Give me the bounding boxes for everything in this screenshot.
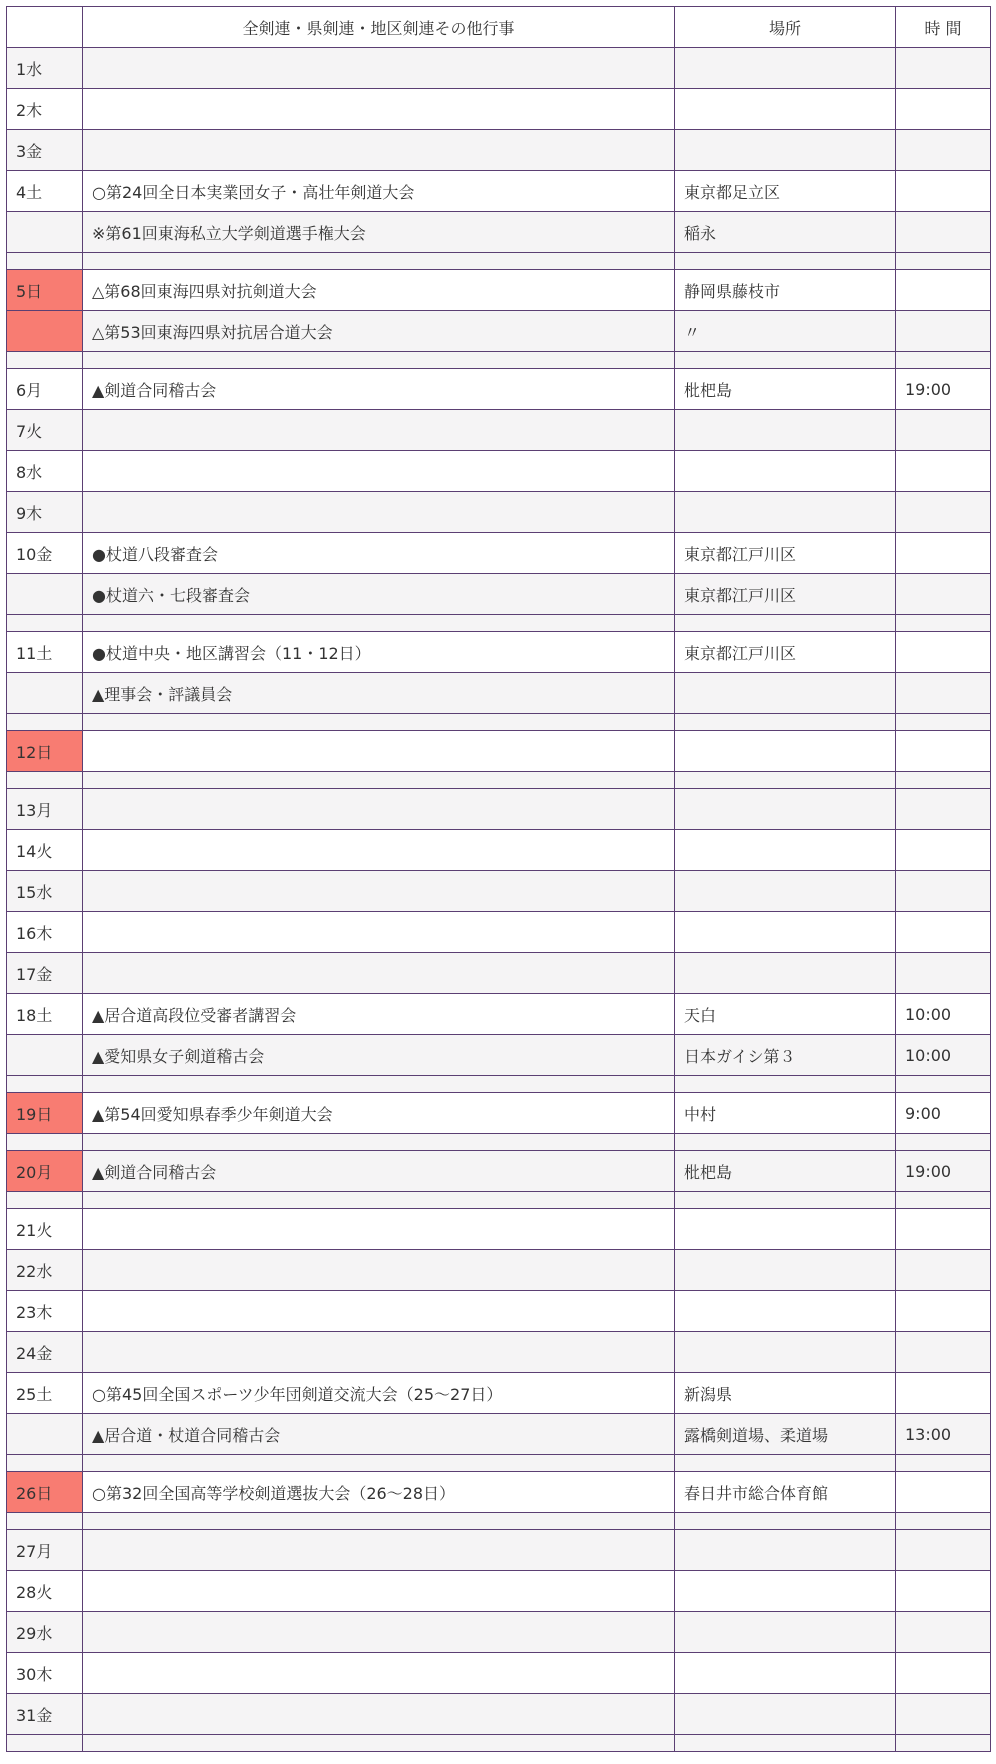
time-cell [896, 171, 991, 212]
spacer-cell [896, 253, 991, 270]
place-cell [675, 1612, 896, 1653]
table-row [7, 1151, 991, 1192]
time-cell [896, 731, 991, 772]
event-cell [83, 871, 675, 912]
table-row [7, 789, 991, 830]
table-row [7, 492, 991, 533]
spacer-cell [83, 1735, 675, 1752]
time-cell [896, 673, 991, 714]
date-cell: 27月 [7, 1530, 83, 1571]
event-cell: ●杖道八段審査会 [83, 533, 675, 574]
place-cell: 東京都江戸川区 [675, 632, 896, 673]
place-cell: 中村 [675, 1093, 896, 1134]
spacer-row [7, 1735, 991, 1752]
date-cell: 7火 [7, 410, 83, 451]
time-cell [896, 1291, 991, 1332]
spacer-row [7, 714, 991, 731]
time-cell [896, 871, 991, 912]
table-row [7, 1612, 991, 1653]
date-cell: 30木 [7, 1653, 83, 1694]
place-cell [675, 1694, 896, 1735]
table-row [7, 830, 991, 871]
place-cell [675, 130, 896, 171]
spacer-cell [7, 1513, 83, 1530]
event-cell: △第53回東海四県対抗居合道大会 [83, 311, 675, 352]
spacer-cell [7, 714, 83, 731]
table-row [7, 369, 991, 410]
time-cell [896, 1653, 991, 1694]
place-cell [675, 1332, 896, 1373]
time-cell [896, 1694, 991, 1735]
time-cell [896, 533, 991, 574]
table-row [7, 48, 991, 89]
table-row [7, 912, 991, 953]
time-cell [896, 632, 991, 673]
header-date [7, 7, 83, 48]
spacer-cell [675, 253, 896, 270]
spacer-cell [7, 1076, 83, 1093]
date-cell: 22水 [7, 1250, 83, 1291]
time-cell [896, 311, 991, 352]
time-cell: 10:00 [896, 994, 991, 1035]
date-cell: 3金 [7, 130, 83, 171]
date-cell: 8水 [7, 451, 83, 492]
place-cell: 稲永 [675, 212, 896, 253]
place-cell [675, 673, 896, 714]
spacer-cell [7, 1735, 83, 1752]
table-row [7, 1093, 991, 1134]
date-cell: 31金 [7, 1694, 83, 1735]
spacer-cell [83, 1192, 675, 1209]
spacer-cell [83, 772, 675, 789]
date-cell [7, 1035, 83, 1076]
table-row [7, 673, 991, 714]
time-cell [896, 1250, 991, 1291]
table-row [7, 1694, 991, 1735]
table-row [7, 953, 991, 994]
event-cell [83, 89, 675, 130]
event-cell [83, 1653, 675, 1694]
spacer-cell [83, 714, 675, 731]
place-cell: 枇杷島 [675, 369, 896, 410]
date-cell: 10金 [7, 533, 83, 574]
event-cell: △第68回東海四県対抗剣道大会 [83, 270, 675, 311]
table-row [7, 311, 991, 352]
event-cell [83, 830, 675, 871]
date-cell: 6月 [7, 369, 83, 410]
table-row [7, 731, 991, 772]
time-cell: 9:00 [896, 1093, 991, 1134]
spacer-cell [675, 1076, 896, 1093]
event-cell: ▲理事会・評議員会 [83, 673, 675, 714]
table-row [7, 171, 991, 212]
place-cell [675, 830, 896, 871]
table-row [7, 1250, 991, 1291]
table-row [7, 270, 991, 311]
place-cell: 静岡県藤枝市 [675, 270, 896, 311]
table-row [7, 1472, 991, 1513]
time-cell [896, 89, 991, 130]
spacer-cell [675, 1134, 896, 1151]
table-row [7, 994, 991, 1035]
table-row [7, 1414, 991, 1455]
header-event: 全剣連・県剣連・地区剣連その他行事 [83, 7, 675, 48]
spacer-cell [896, 1076, 991, 1093]
place-cell [675, 731, 896, 772]
event-cell: ▲第54回愛知県春季少年剣道大会 [83, 1093, 675, 1134]
time-cell [896, 1373, 991, 1414]
table-row [7, 1291, 991, 1332]
date-cell: 9木 [7, 492, 83, 533]
time-cell [896, 270, 991, 311]
table-row [7, 632, 991, 673]
time-cell [896, 830, 991, 871]
event-cell [83, 1291, 675, 1332]
date-cell [7, 673, 83, 714]
table-row [7, 410, 991, 451]
date-cell: 24金 [7, 1332, 83, 1373]
table-row [7, 1035, 991, 1076]
spacer-row [7, 772, 991, 789]
event-cell [83, 1209, 675, 1250]
date-cell: 19日 [7, 1093, 83, 1134]
time-cell [896, 212, 991, 253]
spacer-cell [675, 1192, 896, 1209]
table-row [7, 89, 991, 130]
table-row [7, 130, 991, 171]
time-cell [896, 953, 991, 994]
event-cell [83, 953, 675, 994]
place-cell [675, 1209, 896, 1250]
spacer-cell [896, 615, 991, 632]
event-cell: ▲愛知県女子剣道稽古会 [83, 1035, 675, 1076]
event-cell: ▲剣道合同稽古会 [83, 1151, 675, 1192]
time-cell: 13:00 [896, 1414, 991, 1455]
time-cell [896, 574, 991, 615]
spacer-cell [7, 352, 83, 369]
table-row [7, 1332, 991, 1373]
time-cell [896, 492, 991, 533]
spacer-cell [896, 1735, 991, 1752]
event-cell: ○第32回全国高等学校剣道選抜大会（26～28日） [83, 1472, 675, 1513]
date-cell: 12日 [7, 731, 83, 772]
event-cell [83, 410, 675, 451]
header-row [7, 7, 991, 48]
spacer-cell [83, 253, 675, 270]
event-cell [83, 492, 675, 533]
spacer-cell [675, 1455, 896, 1472]
date-cell: 14火 [7, 830, 83, 871]
spacer-row [7, 352, 991, 369]
table-row [7, 1373, 991, 1414]
event-schedule-table [6, 6, 991, 1752]
spacer-row [7, 1455, 991, 1472]
time-cell [896, 1472, 991, 1513]
event-cell: ●杖道六・七段審査会 [83, 574, 675, 615]
event-cell: ▲居合道・杖道合同稽古会 [83, 1414, 675, 1455]
spacer-cell [7, 1455, 83, 1472]
date-cell: 4土 [7, 171, 83, 212]
event-cell [83, 130, 675, 171]
place-cell [675, 1250, 896, 1291]
event-cell [83, 451, 675, 492]
date-cell: 5日 [7, 270, 83, 311]
event-cell: ○第45回全国スポーツ少年団剣道交流大会（25～27日） [83, 1373, 675, 1414]
spacer-cell [896, 1455, 991, 1472]
spacer-cell [83, 1513, 675, 1530]
spacer-cell [896, 352, 991, 369]
place-cell [675, 48, 896, 89]
spacer-cell [896, 1513, 991, 1530]
spacer-row [7, 615, 991, 632]
place-cell [675, 953, 896, 994]
time-cell [896, 1209, 991, 1250]
spacer-row [7, 1513, 991, 1530]
header-place: 場所 [675, 7, 896, 48]
schedule-body [7, 48, 991, 1752]
event-cell [83, 1530, 675, 1571]
spacer-row [7, 253, 991, 270]
table-row [7, 871, 991, 912]
spacer-cell [83, 352, 675, 369]
spacer-cell [675, 1513, 896, 1530]
place-cell [675, 871, 896, 912]
date-cell: 15水 [7, 871, 83, 912]
spacer-cell [675, 615, 896, 632]
place-cell: 日本ガイシ第３ [675, 1035, 896, 1076]
place-cell [675, 1571, 896, 1612]
place-cell [675, 1653, 896, 1694]
spacer-cell [675, 714, 896, 731]
table-row [7, 451, 991, 492]
date-cell [7, 212, 83, 253]
place-cell [675, 912, 896, 953]
place-cell [675, 492, 896, 533]
spacer-cell [83, 615, 675, 632]
time-cell [896, 912, 991, 953]
date-cell: 2木 [7, 89, 83, 130]
place-cell: 新潟県 [675, 1373, 896, 1414]
time-cell [896, 1332, 991, 1373]
spacer-cell [896, 1192, 991, 1209]
time-cell [896, 1530, 991, 1571]
event-cell [83, 1250, 675, 1291]
spacer-cell [896, 714, 991, 731]
table-row [7, 1530, 991, 1571]
time-cell: 19:00 [896, 369, 991, 410]
table-row [7, 533, 991, 574]
place-cell: 露橋剣道場、柔道場 [675, 1414, 896, 1455]
time-cell [896, 451, 991, 492]
place-cell: 天白 [675, 994, 896, 1035]
event-cell [83, 1694, 675, 1735]
time-cell [896, 130, 991, 171]
event-cell [83, 731, 675, 772]
spacer-cell [675, 352, 896, 369]
spacer-cell [675, 1735, 896, 1752]
place-cell: 東京都江戸川区 [675, 533, 896, 574]
place-cell [675, 89, 896, 130]
date-cell: 16木 [7, 912, 83, 953]
spacer-row [7, 1076, 991, 1093]
date-cell: 26日 [7, 1472, 83, 1513]
date-cell: 13月 [7, 789, 83, 830]
place-cell: 春日井市総合体育館 [675, 1472, 896, 1513]
date-cell: 29水 [7, 1612, 83, 1653]
date-cell [7, 1414, 83, 1455]
header-time: 時 間 [896, 7, 991, 48]
event-cell: ○第24回全日本実業団女子・高壮年剣道大会 [83, 171, 675, 212]
place-cell: 枇杷島 [675, 1151, 896, 1192]
time-cell [896, 789, 991, 830]
place-cell: 〃 [675, 311, 896, 352]
event-cell: ●杖道中央・地区講習会（11・12日） [83, 632, 675, 673]
date-cell: 18土 [7, 994, 83, 1035]
date-cell: 21火 [7, 1209, 83, 1250]
table-row [7, 212, 991, 253]
time-cell: 19:00 [896, 1151, 991, 1192]
time-cell [896, 1612, 991, 1653]
date-cell: 20月 [7, 1151, 83, 1192]
table-row [7, 1653, 991, 1694]
spacer-cell [83, 1455, 675, 1472]
spacer-row [7, 1134, 991, 1151]
time-cell: 10:00 [896, 1035, 991, 1076]
event-cell: ▲剣道合同稽古会 [83, 369, 675, 410]
table-row [7, 1209, 991, 1250]
spacer-row [7, 1192, 991, 1209]
event-cell: ▲居合道高段位受審者講習会 [83, 994, 675, 1035]
place-cell: 東京都江戸川区 [675, 574, 896, 615]
spacer-cell [7, 615, 83, 632]
date-cell [7, 311, 83, 352]
event-cell [83, 912, 675, 953]
spacer-cell [896, 772, 991, 789]
event-cell [83, 1571, 675, 1612]
spacer-cell [7, 1192, 83, 1209]
time-cell [896, 48, 991, 89]
date-cell: 1水 [7, 48, 83, 89]
place-cell: 東京都足立区 [675, 171, 896, 212]
table-row [7, 574, 991, 615]
place-cell [675, 451, 896, 492]
date-cell: 25土 [7, 1373, 83, 1414]
event-cell [83, 1612, 675, 1653]
spacer-cell [83, 1134, 675, 1151]
spacer-cell [83, 1076, 675, 1093]
spacer-cell [7, 253, 83, 270]
event-cell [83, 789, 675, 830]
place-cell [675, 789, 896, 830]
place-cell [675, 410, 896, 451]
spacer-cell [675, 772, 896, 789]
date-cell [7, 574, 83, 615]
spacer-cell [896, 1134, 991, 1151]
event-cell [83, 48, 675, 89]
date-cell: 28火 [7, 1571, 83, 1612]
date-cell: 23木 [7, 1291, 83, 1332]
spacer-cell [7, 772, 83, 789]
table-row [7, 1571, 991, 1612]
time-cell [896, 410, 991, 451]
time-cell [896, 1571, 991, 1612]
date-cell: 17金 [7, 953, 83, 994]
event-cell [83, 1332, 675, 1373]
place-cell [675, 1530, 896, 1571]
spacer-cell [7, 1134, 83, 1151]
date-cell: 11土 [7, 632, 83, 673]
place-cell [675, 1291, 896, 1332]
event-cell: ※第61回東海私立大学剣道選手権大会 [83, 212, 675, 253]
